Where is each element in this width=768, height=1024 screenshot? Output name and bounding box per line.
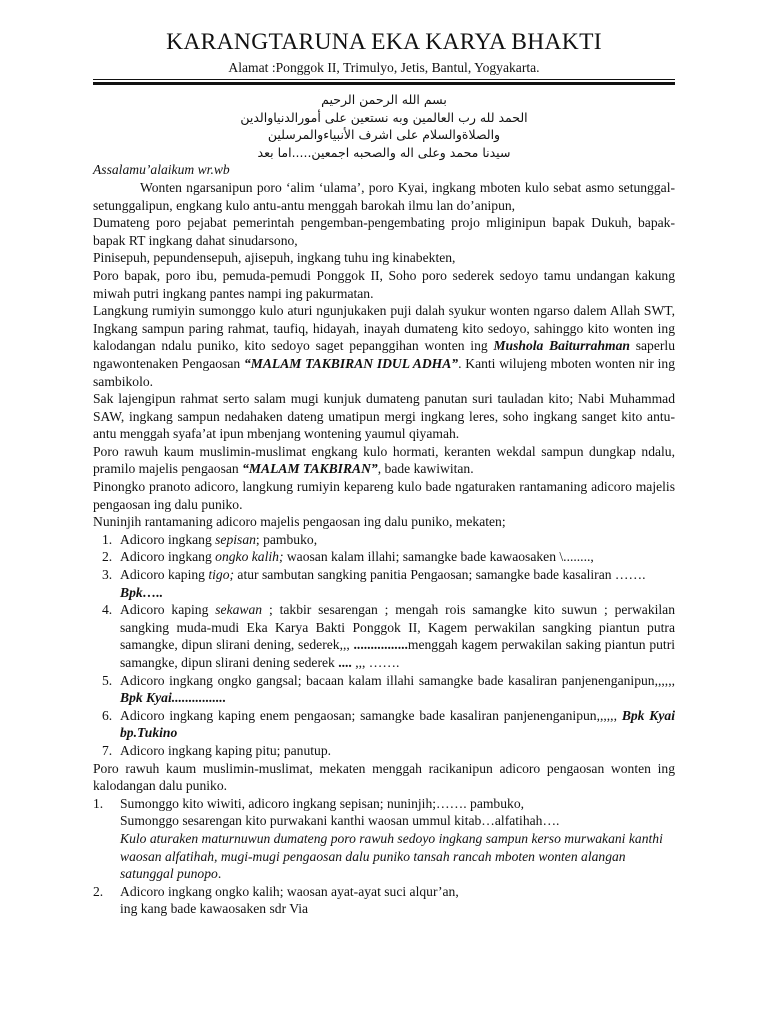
paragraph-racikan: Poro rawuh kaum muslimin-muslimat, mekaten menggah racikanipun adicoro pengaosan wonten ing kalodangan dalu puniko. <box>93 760 675 794</box>
steps-list <box>93 795 675 918</box>
text-span: . <box>217 866 222 882</box>
basmala-line: بسم الله الرحمن الرحيم <box>321 92 447 107</box>
event-name-short: “MALAM TAKBIRAN” <box>242 461 378 477</box>
text-span: Sumonggo kito wiwiti, adicoro ingkang sepisan; nuninjih;……. pambuko, <box>120 795 525 811</box>
agenda-item <box>93 672 675 707</box>
text-span: ing kang bade kawaosaken sdr Via <box>120 901 309 917</box>
text-span: saperlu ngawontenaken Pengaosan <box>93 338 675 371</box>
text-span: Sumonggo sesarengan kito purwakani kanthi waosan ummul kitab…alfatihah…. <box>120 813 560 829</box>
text-span-italic: ongko kalih; <box>215 549 284 565</box>
text-span: Adicoro ingkang ongko gangsal; bacaan kalam illahi samangke bade kasaliran panjenenganipun,,,,,, <box>120 672 675 688</box>
text-span: waosan kalam illahi; samangke bade kawaosaken \........, <box>283 549 594 565</box>
greeting: Assalamu’alaikum wr.wb <box>93 162 230 178</box>
text-span: Adicoro kaping <box>120 567 209 583</box>
text-span: menggah kagem perwakilan saking piantun putri samangke, dipun slirani dening sederek <box>120 637 675 670</box>
address-line: Alamat :Ponggok II, Trimulyo, Jetis, Bantul, Yogyakarta. <box>228 60 540 75</box>
item-number: 3. <box>102 567 113 583</box>
organization-title: KARANGTARUNA EKA KARYA BHAKTI <box>166 29 602 55</box>
text-span-italic: sekawan <box>215 602 263 618</box>
agenda-item <box>93 531 675 549</box>
paragraph-tamu: Poro bapak, poro ibu, pemuda-pemudi Ponggok II, Soho poro sederek sedoyo tamu undangan kakung miwah putri ingkang pantes nampi ing pakurmatan. <box>93 267 675 301</box>
text-span: Adicoro ingkang ongko kalih; waosan ayat-ayat suci alqur’an, <box>120 883 459 899</box>
item-number: 1. <box>102 531 113 547</box>
paragraph-wiwitan <box>93 443 675 478</box>
text-span: Adicoro ingkang kaping pitu; panutup. <box>120 742 332 758</box>
arabic-opening <box>93 91 675 161</box>
paragraph-rantaman: Nuninjih rantamaning adicoro majelis pengaosan ing dalu puniko, mekaten; <box>93 514 506 530</box>
text-span: Adicoro kaping <box>120 602 216 618</box>
agenda-list <box>93 531 675 760</box>
paragraph-ulama: Wonten ngarsanipun poro ‘alim ‘ulama’, poro Kyai, ingkang mboten kulo sebat asmo setunggal-setunggalipun, engkang kulo antu-antu menggah barokah ilmu lan do’anipun, <box>93 179 675 213</box>
event-name: “MALAM TAKBIRAN IDUL ADHA” <box>243 355 459 371</box>
mushola-name: Mushola Baiturrahman <box>493 338 630 354</box>
step-item <box>93 795 675 883</box>
text-span: . Kanti wilujeng mboten wonten nir ing sambikolo. <box>93 355 675 389</box>
speaker-name: Bpk Kyai bp.Tukino <box>120 707 675 741</box>
item-number: 5. <box>102 672 113 688</box>
paragraph-sholawat: Sak lajengipun rahmat serto salam mugi kunjuk dumateng panutan suri tauladan kito; Nabi Muhammad SAW, ingkang sampun nedahaken dateng umatipun mergi ingkang leres, soho ingkang sanget kito antu-antu menggah syafa’at ipun mbenjang wontening yaumul qiyamah. <box>93 391 675 442</box>
paragraph-pinisepuh: Pinisepuh, pepundensepuh, ajisepuh, ingkang tuhu ing kinabekten, <box>93 250 456 266</box>
text-span: Adicoro ingkang kaping enem pengaosan; samangke bade kasaliran panjenenganipun,,,,,, <box>120 707 622 723</box>
paragraph-pranoto: Pinongko pranoto adicoro, langkung rumiyin kepareng kulo bade ngaturaken rantamaning adicoro majelis pengaosan ing dalu puniko. <box>93 479 675 512</box>
text-span: ; pambuko, <box>255 531 318 547</box>
text-span-italic: sepisan <box>215 531 256 547</box>
agenda-item <box>93 707 675 742</box>
agenda-item <box>93 548 675 566</box>
item-number: 2. <box>102 549 113 565</box>
speaker-placeholder: Bpk….. <box>120 584 164 600</box>
text-span: , bade kawiwitan. <box>377 461 474 477</box>
item-number: 1. <box>93 795 104 811</box>
paragraph-syukur <box>93 302 675 390</box>
agenda-item <box>93 566 675 601</box>
item-number: 2. <box>93 883 104 899</box>
item-number: 6. <box>102 707 113 723</box>
text-span: ; takbir sesarengan ; mengah rois samangke kito suwun ; perwakilan sangking muda-mudi Eka Karya Bakti Ponggok II, Kagem perwakilan sangking piantun putra samangke, dipun slirani dening, sederek,,, <box>120 602 675 653</box>
text-span: Poro rawuh kaum muslimin-muslimat engkang kulo hormati, keranten wekdal sampun dungkap ndalu, pramilo majelis pengaosan <box>93 443 675 477</box>
step-item <box>93 883 675 918</box>
item-number: 7. <box>102 742 113 758</box>
agenda-item <box>93 601 675 671</box>
text-span: atur sambutan sangking panitia Pengaosan; samangke bade kasaliran ……. <box>234 567 646 583</box>
text-span: Langkung rumiyin sumonggo kulo aturi ngunjukaken puji dalah syukur wonten ngarso dalem Allah SWT, Ingkang sampun paring rahmat, taufiq, hidayah, inayah dumateng kito sedoyo, sahinggo kito wonten ing kalodangan ndalu puniko, kito sedoyo saget pepanggihan wonten ing <box>93 303 675 354</box>
header-double-rule <box>93 79 675 85</box>
text-span: Adicoro ingkang <box>120 549 216 565</box>
arabic-line-3: والصلاةوالسلام على اشرف الأنبياءوالمرسلين <box>267 127 501 143</box>
paragraph-pejabat: Dumateng poro pejabat pemerintah pengemban-pengembating projo mliginipun bapak Dukuh, bapak-bapak RT ingkang dahat sinudarsono, <box>93 215 675 248</box>
agenda-item <box>93 742 675 760</box>
item-number: 4. <box>102 602 113 618</box>
arabic-line-2: الحمد لله رب العالمين وبه نستعين على أمورالدنياوالدين <box>240 109 528 125</box>
arabic-line-4: سيدنا محمد وعلى اله والصحبه اجمعين.....اما بعد <box>257 144 511 160</box>
speaker-placeholder: Bpk Kyai................ <box>120 690 227 706</box>
text-span: ,,, ……. <box>351 655 400 670</box>
text-span-italic: Kulo aturaken maturnuwun dumateng poro rawuh sedoyo ingkang sampun kerso murwakani kanthi waosan alfatihah, mugi-mugi pengaosan dalu puniko tansah rancah mboten wonten alangan satunggal punopo <box>120 830 663 882</box>
document-page <box>93 28 675 918</box>
text-span-bold: ................ <box>353 637 408 653</box>
text-span-italic: tigo; <box>208 567 235 583</box>
text-span: Adicoro ingkang <box>120 531 216 547</box>
text-span-bold: .... <box>338 655 352 670</box>
